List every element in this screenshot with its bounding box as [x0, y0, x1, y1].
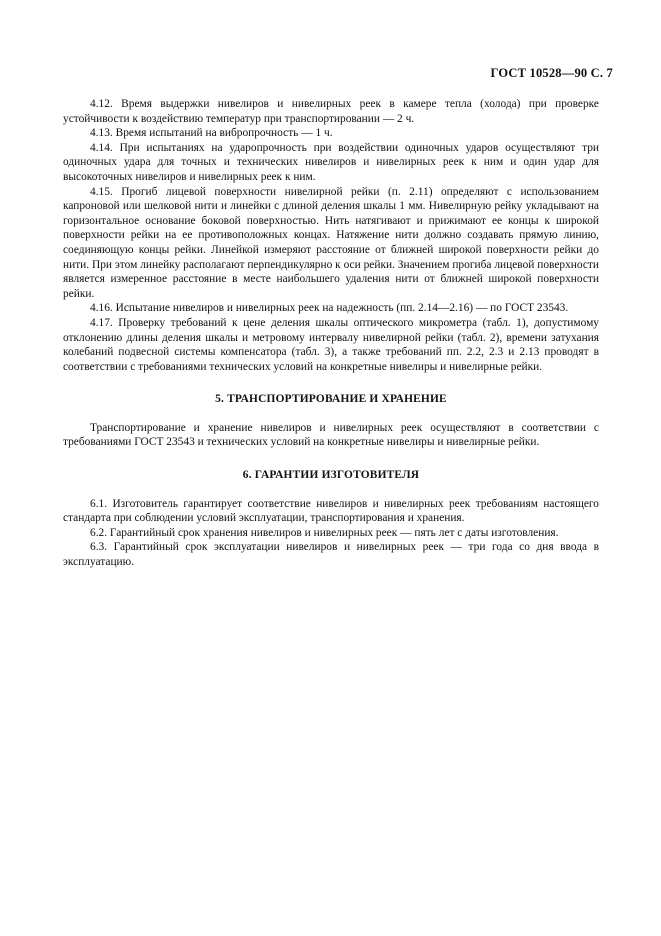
paragraph-6-1: 6.1. Изготовитель гарантирует соответствие нивелиров и нивелирных реек требованиям настоящего стандарта при соблюдении условий эксплуатации, транспортирования и хранения. [63, 497, 599, 525]
page-header: ГОСТ 10528—90 С. 7 [490, 66, 613, 80]
paragraph-6-3: 6.3. Гарантийный срок эксплуатации нивелиров и нивелирных реек — три года со дня ввода в эксплуатацию. [63, 541, 599, 569]
paragraph-4-13: 4.13. Время испытаний на вибропрочность — 1 ч. [90, 127, 333, 140]
paragraph-4-14: 4.14. При испытаниях на ударопрочность при воздействии одиночных ударов осуществляют три одиночных удара для точных и технических нивелиров и нивелирных реек к ним и один удар для высокоточных нивелиров и нивелирных реек к ним. [63, 141, 599, 183]
paragraph-4-12: 4.12. Время выдержки нивелиров и нивелирных реек в камере тепла (холода) при проверке устойчивости к воздействию температур при транспортировании — 2 ч. [63, 98, 599, 125]
page-content [63, 97, 599, 570]
paragraph-5: Транспортирование и хранение нивелиров и нивелирных реек осуществляют в соответствии с требованиями ГОСТ 23543 и технических условий на конкретные нивелиры и нивелирные рейки. [63, 421, 599, 449]
paragraph-4-16: 4.16. Испытание нивелиров и нивелирных реек на надежность (пп. 2.14—2.16) — по ГОСТ 23543. [90, 302, 569, 315]
section-6-title: 6. ГАРАНТИИ ИЗГОТОВИТЕЛЯ [242, 469, 420, 482]
section-5-title: 5. ТРАНСПОРТИРОВАНИЕ И ХРАНЕНИЕ [215, 393, 447, 406]
paragraph-4-17: 4.17. Проверку требований к цене деления шкалы оптического микрометра (табл. 1), допустимому отклонению длины деления шкалы и метровому интервалу нивелирной рейки (табл. 2), времени затухания колебаний подвесной системы компенсатора (табл. 3), а также требований пп. 2.2, 2.3 и 2.13 проводят в соответствии с требованиями технических условий на конкретные нивелиры и нивелирные рейки. [63, 316, 599, 373]
paragraph-6-2: 6.2. Гарантийный срок хранения нивелиров и нивелирных реек — пять лет с даты изготовления. [90, 526, 559, 539]
paragraph-4-15: 4.15. Прогиб лицевой поверхности нивелирной рейки (п. 2.11) определяют с использованием капроновой или шелковой нити и линейки с длиной деления шкалы 1 мм. Нивелирную рейку укладывают на горизонтальное основание боковой поверхностью. Нить натягивают и прижимают ее концы к широкой поверхности рейки на ее противоположных концах. Натяжение нити должно создавать прямую линию, соединяющую концы рейки. Линейкой измеряют расстояние от ближней широкой поверхности рейки до нити. При этом линейку располагают перпендикулярно к оси рейки. Значением прогиба лицевой поверхности является измеренное расстояние в месте наибольшего удаления нити от ближней широкой поверхности рейки. [63, 185, 599, 300]
